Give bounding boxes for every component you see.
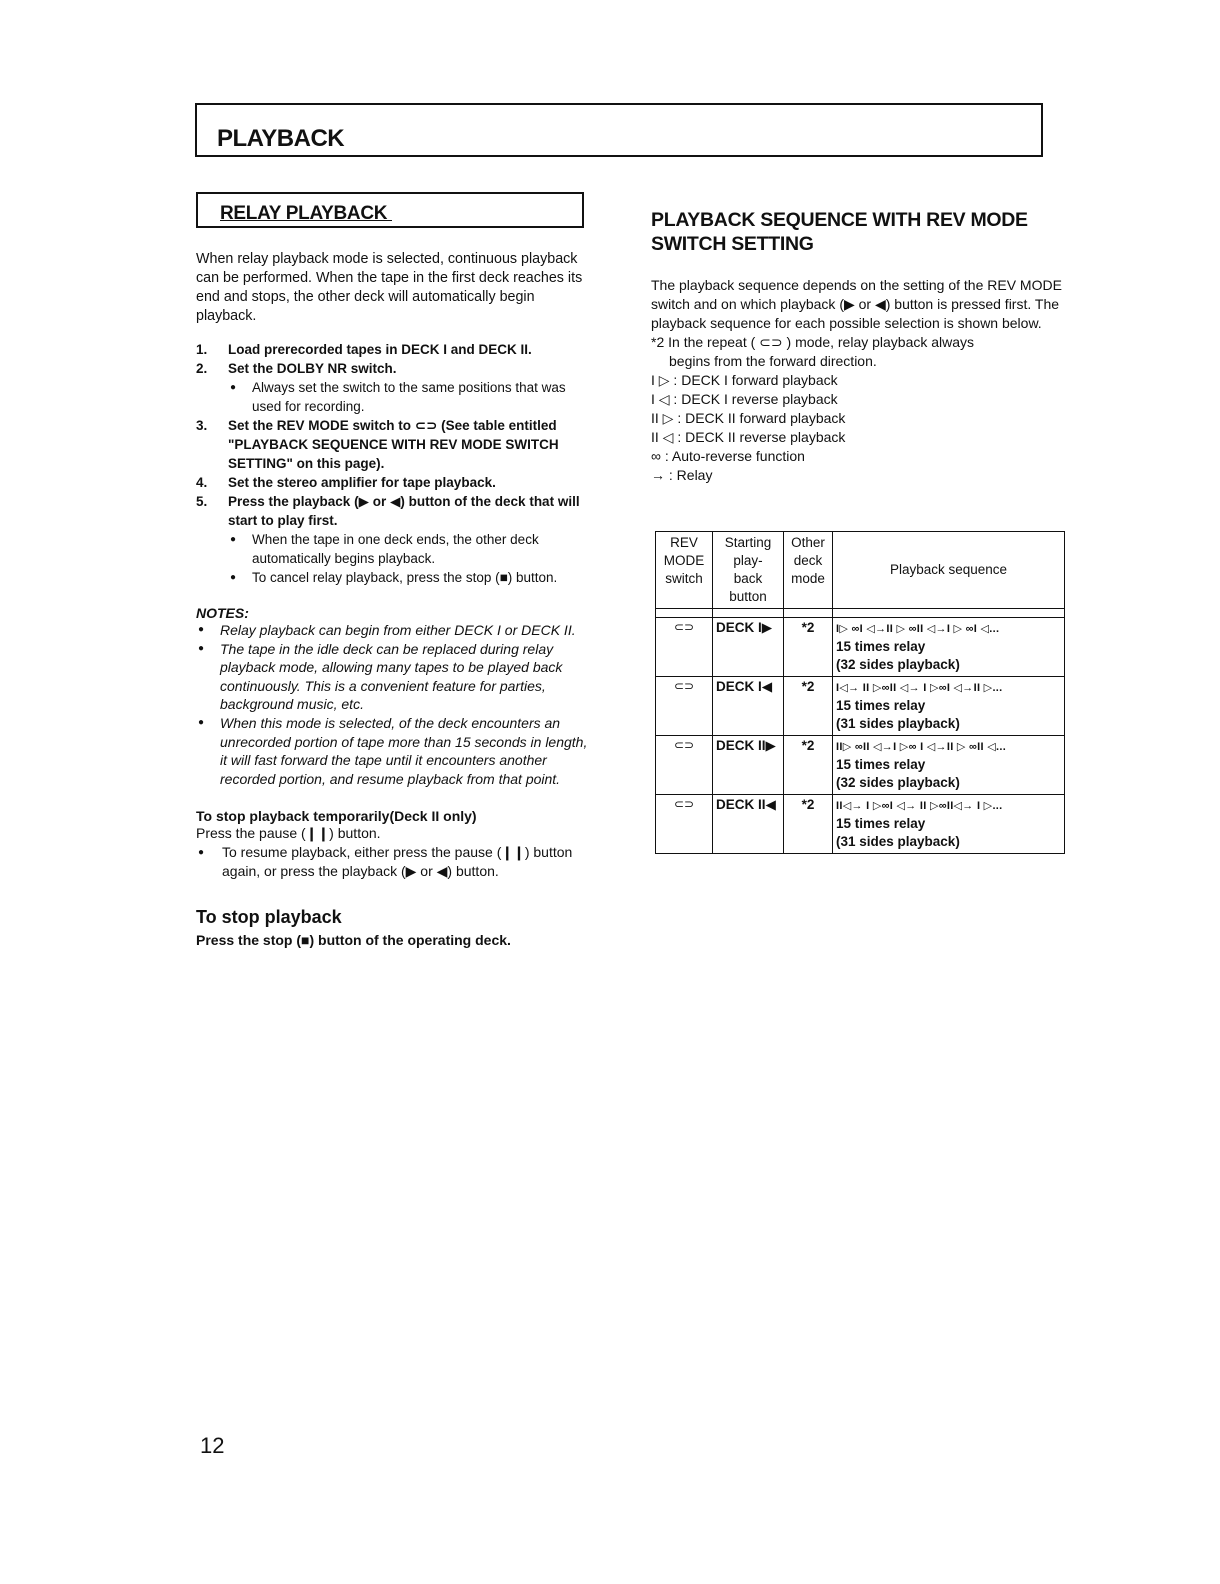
rev-mode-cell: ⊂⊃	[656, 795, 713, 854]
step-number: 3.	[196, 418, 208, 433]
page-header-box	[195, 103, 1043, 157]
legend-item: ∞ : Auto-reverse function	[651, 448, 805, 464]
sequence-sides: (31 sides playback)	[836, 716, 960, 731]
legend-item: II ▷ : DECK II forward playback	[651, 410, 846, 426]
stop-temporarily-heading: To stop playback temporarily(Deck II only)	[196, 808, 477, 825]
notes-list	[196, 621, 594, 788]
sequence-glyphs: II▷ ∞II ◁→I ▷∞ I ◁→II ▷ ∞II ◁...	[836, 741, 1007, 753]
step-number: 1.	[196, 342, 208, 357]
table-row	[656, 736, 1065, 795]
step-number: 5.	[196, 494, 208, 509]
step-bullets	[228, 530, 594, 587]
notes-title: NOTES:	[196, 605, 249, 621]
playback-sequence-column	[651, 208, 1071, 485]
step-text: Set the stereo amplifier for tape playback.	[228, 475, 496, 490]
stop-temporarily-bullets	[196, 843, 594, 881]
step-text: Set the DOLBY NR switch.	[228, 361, 397, 376]
legend-item: I ◁ : DECK I reverse playback	[651, 391, 838, 407]
header-rev-mode	[656, 532, 713, 609]
step-text: Load prerecorded tapes in DECK I and DECK II.	[228, 342, 532, 357]
legend-item: → : Relay	[651, 467, 713, 483]
symbol-legend	[651, 371, 1071, 485]
other-deck-cell: *2	[784, 618, 833, 677]
rev-mode-cell: ⊂⊃	[656, 677, 713, 736]
footnote	[651, 333, 1071, 371]
header-line: deck	[793, 553, 823, 568]
header-playback-sequence: Playback sequence	[833, 532, 1065, 609]
step-number: 4.	[196, 475, 208, 490]
table-row	[656, 795, 1065, 854]
heading-underline	[220, 220, 392, 221]
step-bullet: ● To cancel relay playback, press the stop (■) button.	[228, 568, 594, 587]
sequence-sides: (31 sides playback)	[836, 834, 960, 849]
header-line: mode	[791, 571, 825, 586]
other-deck-cell: *2	[784, 795, 833, 854]
table-header-row	[656, 532, 1065, 609]
note-item: ● When this mode is selected, of the deck encounters an unrecorded portion of tape more than 15 seconds in length, it will fast forward the tape until it encounters another recorded portion, and resume playback from that point.	[196, 714, 594, 788]
sequence-cell	[833, 736, 1065, 795]
starting-button-cell: DECK I◀	[713, 677, 784, 736]
step-2	[196, 359, 594, 416]
step-bullets	[228, 378, 594, 416]
sequence-cell	[833, 795, 1065, 854]
header-line: Other	[791, 535, 825, 550]
header-line: play-	[733, 553, 763, 568]
sequence-cell	[833, 677, 1065, 736]
stop-temporarily-text: Press the pause (❙❙) button.	[196, 825, 381, 842]
table-row	[656, 618, 1065, 677]
note-item: ● Relay playback can begin from either DECK I or DECK II.	[196, 621, 594, 640]
sequence-sides: (32 sides playback)	[836, 657, 960, 672]
header-line: button	[729, 589, 767, 604]
header-line: switch	[665, 571, 703, 586]
step-3	[196, 416, 594, 473]
header-other-deck	[784, 532, 833, 609]
sequence-times: 15 times relay	[836, 757, 926, 772]
sequence-glyphs: I◁→ II ▷∞II ◁→ I ▷∞I ◁→II ▷...	[836, 682, 1003, 694]
header-line: REV	[670, 535, 698, 550]
playback-sequence-table	[655, 531, 1065, 854]
stop-playback-text: Press the stop (■) button of the operating deck.	[196, 932, 511, 949]
sequence-times: 15 times relay	[836, 698, 926, 713]
header-starting-button	[713, 532, 784, 609]
note-item: ● The tape in the idle deck can be replaced during relay playback mode, allowing many tapes to be played back continuously. This is a convenient feature for parties, background music, etc.	[196, 640, 594, 714]
legend-item: II ◁ : DECK II reverse playback	[651, 429, 846, 445]
step-bullet: ● When the tape in one deck ends, the other deck automatically begins playback.	[228, 530, 594, 568]
step-4	[196, 473, 594, 492]
sequence-glyphs: II◁→ I ▷∞I ◁→ II ▷∞II◁→ I ▷...	[836, 800, 1003, 812]
sequence-times: 15 times relay	[836, 816, 926, 831]
sequence-glyphs: I▷ ∞I ◁→II ▷ ∞II ◁→I ▷ ∞I ◁...	[836, 623, 1000, 635]
table-spacer-row	[656, 609, 1065, 618]
sequence-cell	[833, 618, 1065, 677]
header-line: Starting	[724, 535, 772, 550]
steps-list	[196, 340, 594, 587]
table-row	[656, 677, 1065, 736]
relay-playback-column	[196, 192, 594, 948]
other-deck-cell: *2	[784, 677, 833, 736]
stop-temporarily-bullet: ● To resume playback, either press the pause (❙❙) button again, or press the playback (▶ or ◀) button.	[196, 843, 594, 881]
step-bullet: ● Always set the switch to the same positions that was used for recording.	[228, 378, 594, 416]
stop-temporarily-body	[196, 824, 594, 881]
sequence-title: PLAYBACK SEQUENCE WITH REV MODE SWITCH SETTING	[651, 209, 1028, 255]
header-line: back	[733, 571, 763, 586]
step-5	[196, 492, 594, 587]
relay-playback-title: RELAY PLAYBACK	[220, 203, 388, 224]
sequence-times: 15 times relay	[836, 639, 926, 654]
step-number: 2.	[196, 361, 208, 376]
rev-mode-cell: ⊂⊃	[656, 618, 713, 677]
relay-intro: When relay playback mode is selected, continuous playback can be performed. When the tape in the first deck reaches its end and stops, the other deck will automatically begin playback.	[196, 251, 583, 324]
rev-mode-cell: ⊂⊃	[656, 736, 713, 795]
footnote-line: *2 In the repeat ( ⊂⊃ ) mode, relay playback always	[651, 334, 975, 350]
starting-button-cell: DECK II◀	[713, 795, 784, 854]
step-1	[196, 340, 594, 359]
sequence-intro: The playback sequence depends on the setting of the REV MODE switch and on which playback (▶ or ◀) button is pressed first. The playback sequence for each possible selection is shown below.	[651, 277, 1062, 331]
legend-item: I ▷ : DECK I forward playback	[651, 372, 838, 388]
starting-button-cell: DECK II▶	[713, 736, 784, 795]
starting-button-cell: DECK I▶	[713, 618, 784, 677]
other-deck-cell: *2	[784, 736, 833, 795]
stop-playback-heading: To stop playback	[196, 907, 342, 928]
sequence-sides: (32 sides playback)	[836, 775, 960, 790]
header-line: MODE	[663, 553, 705, 568]
step-text: Set the REV MODE switch to ⊂⊃ (See table entitled "PLAYBACK SEQUENCE WITH REV MODE SWITCH SETTING" on this page).	[228, 418, 559, 471]
footnote-line: begins from the forward direction.	[669, 353, 877, 369]
step-text: Press the playback (▶ or ◀) button of the deck that will start to play first.	[228, 494, 580, 528]
page-number: 12	[200, 1433, 225, 1458]
relay-playback-heading-box	[196, 192, 584, 228]
page-title: PLAYBACK	[217, 125, 345, 152]
